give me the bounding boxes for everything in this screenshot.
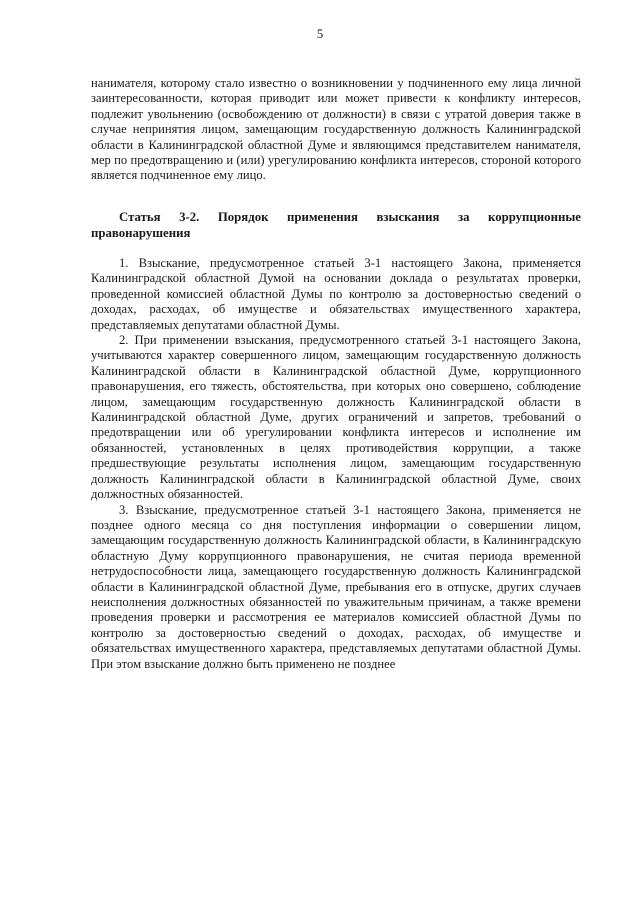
article-heading (91, 209, 581, 241)
article-items (91, 256, 581, 672)
page-number: 5 (316, 27, 324, 41)
article-heading-text: Статья 3-2. Порядок применения взыскания за коррупционные правонарушения (91, 210, 581, 240)
article-item-1: 1. Взыскание, предусмотренное статьей 3-1 настоящего Закона, применяется Калининградской областной Думой на основании доклада о результатах проверки, проведенной комиссией областной Думы по контролю за достоверностью сведений о доходах, расходах, об имуществе и обязательствах имущественного характера, представляемых депутатами областной Думы. (91, 256, 581, 332)
article-item-2: 2. При применении взыскания, предусмотренного статьей 3-1 настоящего Закона, учитываются характер совершенного лицом, замещающим государственную должность Калининградской области в Калининградской областной Думе, коррупционного правонарушения, его тяжесть, обстоятельства, при которых оно совершено, соблюдение лицом, замещающим государственную должность Калининградской области в Калининградской областной Думе, других ограничений и запретов, требований о предотвращении или об урегулировании конфликта интересов и исполнение им обязанностей, установленных в целях противодействия коррупции, а также предшествующие результаты исполнения лицом, замещающим государственную должность Калининградской области в Калининградской областной Думе, своих должностных обязанностей. (91, 333, 581, 502)
article-item-3: 3. Взыскание, предусмотренное статьей 3-1 настоящего Закона, применяется не позднее одного месяца со дня поступления информации о совершении лицом, замещающим государственную должность Калининградской области, в Калининградскую областную Думу коррупционного правонарушения, не считая периода временной нетрудоспособности лица, замещающего государственную должность Калининградской области в Калининградской областной Думе, пребывания его в отпуске, других случаев неисполнения должностных обязанностей по уважительным причинам, а также времени проведения проверки и рассмотрения ее материалов комиссией областной Думы по контролю за достоверностью сведений о доходах, расходах, об имуществе и обязательствах имущественного характера, представляемых депутатами областной Думы. При этом взыскание должно быть применено не позднее (91, 502, 581, 671)
intro-paragraph-block (91, 76, 581, 184)
intro-paragraph: нанимателя, которому стало известно о возникновении у подчиненного ему лица личной заинтересованности, которая приводит или может привести к конфликту интересов, подлежит увольнению (освобождению от должности) в связи с утратой доверия также в случае непринятия лицом, замещающим государственную должность Калининградской области в Калининградской областной Думе и являющимся представителем нанимателя, мер по предотвращению и (или) урегулированию конфликта интересов, стороной которого является подчиненное ему лицо. (91, 76, 581, 183)
